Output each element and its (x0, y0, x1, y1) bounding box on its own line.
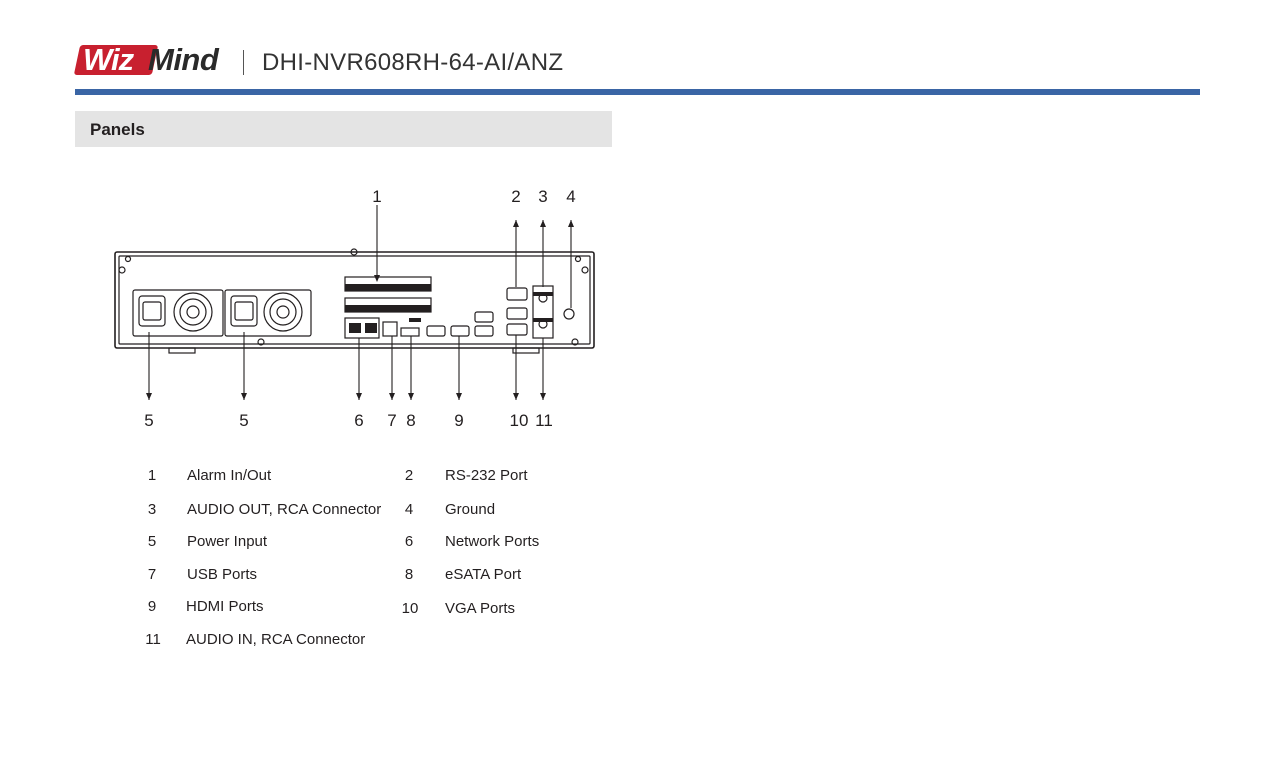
legend-label: AUDIO IN, RCA Connector (186, 631, 366, 648)
power-socket-2-inner (235, 302, 253, 320)
legend-label: RS-232 Port (445, 467, 528, 484)
hdmi-port-3 (475, 312, 493, 322)
psu-1 (133, 290, 223, 336)
vga-port-2 (507, 324, 527, 335)
callout-7: 7 (387, 411, 397, 430)
leader-lines (149, 205, 571, 400)
model-number: DHI-NVR608RH-64-AI/ANZ (262, 49, 564, 76)
callout-5a: 5 (144, 411, 154, 430)
legend-number: 10 (401, 600, 419, 617)
screw (576, 257, 581, 262)
callout-8: 8 (406, 411, 416, 430)
section-header (75, 111, 612, 147)
legend-label: HDMI Ports (186, 598, 264, 615)
legend-number: 6 (404, 533, 414, 550)
callout-11: 11 (535, 411, 553, 430)
rear-panel-drawing (75, 160, 635, 450)
rear-panel-diagram (75, 160, 635, 450)
usb-ports (383, 322, 397, 336)
section-title: Panels (90, 120, 145, 139)
legend-label: Alarm In/Out (187, 467, 272, 484)
legend-number: 7 (147, 566, 157, 583)
callout-3: 3 (538, 187, 548, 206)
legend-label: Ground (445, 501, 496, 518)
page-header (75, 40, 1200, 96)
callout-6: 6 (354, 411, 364, 430)
rs232-port (507, 288, 527, 300)
legend-number: 11 (145, 631, 161, 648)
psu-fan-2-hub (270, 299, 296, 325)
legend-label: VGA Ports (445, 600, 516, 617)
legend-label: USB Ports (187, 566, 258, 583)
callout-10: 10 (509, 411, 529, 430)
legend-number: 2 (404, 467, 414, 484)
legend-number: 8 (404, 566, 414, 583)
wizmind-logo (75, 42, 227, 78)
hdmi-port-4 (475, 326, 493, 336)
header-rule (75, 89, 1200, 95)
psu-2 (225, 290, 311, 336)
legend-number: 5 (147, 533, 157, 550)
hdmi-port-1 (427, 326, 445, 336)
callout-2: 2 (511, 187, 521, 206)
ground-terminal (564, 309, 574, 319)
screw (582, 267, 588, 273)
legend-number: 4 (404, 501, 414, 518)
legend-label: Power Input (187, 533, 268, 550)
psu-fan-1-center (187, 306, 199, 318)
legend-number: 3 (147, 501, 157, 518)
esata-port (401, 328, 419, 336)
screw (119, 267, 125, 273)
callout-9: 9 (454, 411, 464, 430)
legend-label: eSATA Port (445, 566, 522, 583)
vga-port-1 (507, 308, 527, 319)
legend-number: 1 (147, 467, 157, 484)
psu-fan-1-hub (180, 299, 206, 325)
callout-1: 1 (372, 187, 382, 206)
callout-4: 4 (566, 187, 576, 206)
psu-fan-2-center (277, 306, 289, 318)
callout-5b: 5 (239, 411, 249, 430)
legend-label: Network Ports (445, 533, 540, 550)
power-socket-1-inner (143, 302, 161, 320)
header-divider (243, 50, 244, 75)
logo-wiz-text: Wiz (83, 42, 134, 77)
hdmi-port-2 (451, 326, 469, 336)
legend-number: 9 (147, 598, 157, 615)
logo-mind-text: Mind (148, 42, 219, 77)
legend-label: AUDIO OUT, RCA Connector (187, 501, 382, 518)
screw (126, 257, 131, 262)
